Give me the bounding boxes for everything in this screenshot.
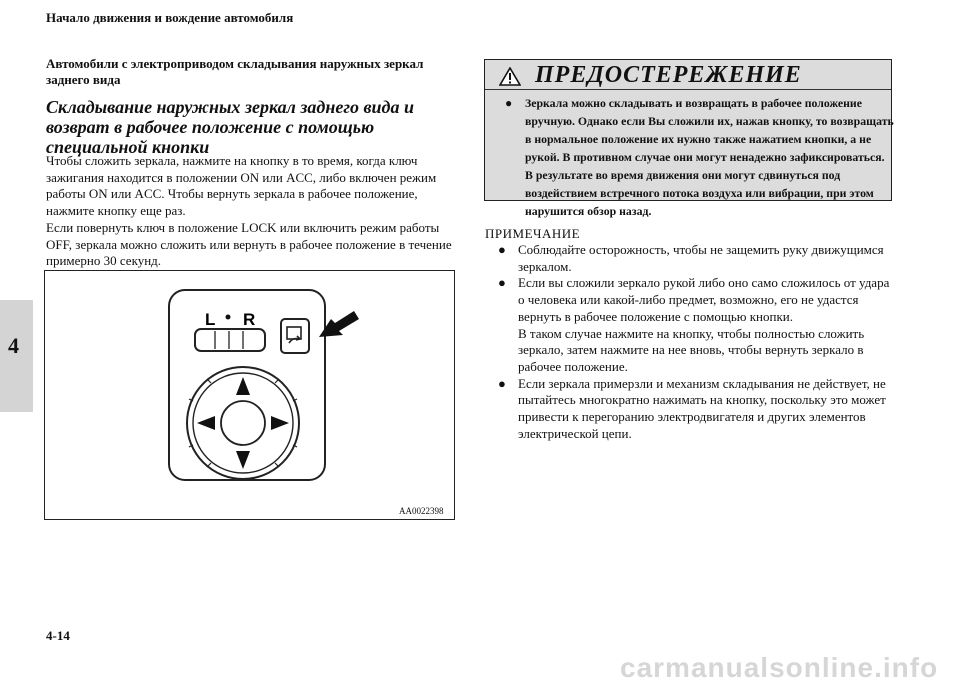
mirror-switch-illustration [45, 271, 454, 519]
note-title: ПРИМЕЧАНИЕ [485, 226, 581, 241]
watermark: carmanualsonline.info [620, 652, 939, 683]
warning-header [485, 60, 891, 90]
bullet-icon: ● [505, 96, 513, 110]
note-item: ● Соблюдайте осторожность, чтобы не защемить руку движущимся зеркалом. [498, 242, 884, 274]
running-header: Начало движения и вождение автомобиля [46, 10, 294, 25]
switch-right-label: R [243, 310, 256, 329]
note-item: ● Если вы сложили зеркало рукой либо оно само сложилось от удара о человека или какой-либо предмет, возможно, его не удастся вернуть в рабочее положение с помощью кнопки. В таком случае нажмите на кнопку, чтобы полностью сложить зеркало, затем нажмите на нее вновь, чтобы вернуть зеркало в рабочее положение. [498, 275, 890, 374]
warning-text [505, 94, 895, 220]
warning-body: Зеркала можно складывать и возвращать в рабочее положение вручную. Однако если Вы сложили их, нажав кнопку, то возвращать в нормальное положение их нужно также нажатием кнопки, а не рукой. В противном случае они могут ненадежно зафиксироваться. В результате во время движения они могут сдвинуться под воздействием встречного потока воздуха или вибрации, при этом нарушится обзор назад. [525, 96, 894, 218]
direction-pad-center [221, 401, 265, 445]
body-text [46, 153, 456, 270]
note-list [498, 242, 893, 442]
selector-dot-icon [226, 315, 231, 320]
warning-triangle-icon [499, 67, 521, 86]
switch-left-label: L [205, 310, 216, 329]
warning-title: ПРЕДОСТЕРЕЖЕНИЕ [535, 62, 802, 88]
body-paragraph: Если повернуть ключ в положение LOCK или включить режим работы OFF, зеркала можно сложить или вернуть в рабочее положение в течение примерно 30 секунд. [46, 219, 452, 269]
warning-box [484, 59, 894, 218]
bullet-icon: ● [498, 242, 506, 257]
figure-label: AA0022398 [399, 506, 444, 516]
section-subtitle: Автомобили с электроприводом складывания наружных зеркал заднего вида [46, 56, 424, 87]
mirror-switch-figure [44, 270, 455, 520]
section-heading: Складывание наружных зеркал заднего вида и возврат в рабочее положение с помощью специальной кнопки [46, 97, 414, 157]
lr-selector-switch [195, 329, 265, 351]
bullet-icon: ● [498, 375, 506, 391]
chapter-tab [0, 300, 33, 412]
page-number: 4-14 [46, 628, 70, 643]
body-paragraph: Чтобы сложить зеркала, нажмите на кнопку в то время, когда ключ зажигания находится в положении ON или ACC, либо включен режим работы ON или ACC. Чтобы вернуть зеркала в рабочее положение, нажмите кнопку еще раз. [46, 153, 437, 219]
mirror-fold-button [281, 319, 309, 353]
chapter-tab-number: 4 [8, 333, 19, 358]
note-item: ● Если зеркала примерзли и механизм складывания не действует, не пытайтесь многократно нажимать на кнопку, поскольку это может привести к перегоранию электродвигателя и других элементов электрической цепи. [498, 375, 886, 441]
bullet-icon: ● [498, 275, 506, 291]
